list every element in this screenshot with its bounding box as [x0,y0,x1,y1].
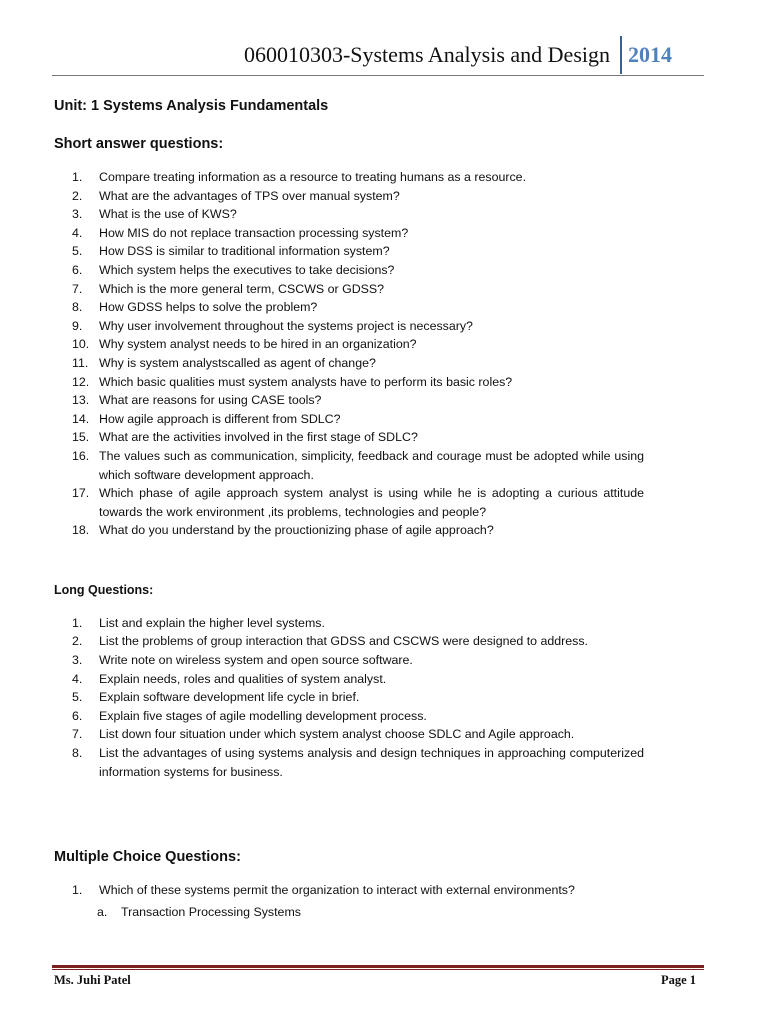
question-item [54,354,644,373]
question-text: List the advantages of using systems analysis and design techniques in approaching computerized information systems for business. [99,746,644,779]
question-item [54,670,644,689]
question-item [54,391,644,410]
mcq-option-letter: a. [97,904,108,919]
question-item [54,224,644,243]
short-questions-heading: Short answer questions: [54,136,224,152]
question-text: Which basic qualities must system analysts have to perform its basic roles? [99,374,513,389]
course-title: 060010303-Systems Analysis and Design [243,42,610,67]
question-text: How DSS is similar to traditional information system? [99,244,390,259]
question-text: What are the advantages of TPS over manual system? [99,188,400,203]
question-number: 5. [72,690,83,705]
question-item [54,410,644,429]
question-text: Compare treating information as a resource to treating humans as a resource. [99,170,527,184]
question-number: 18. [72,523,90,538]
question-number: 2. [72,634,83,649]
question-text: Explain five stages of agile modelling development process. [99,708,427,723]
question-text: List the problems of group interaction that GDSS and CSCWS were designed to address. [99,634,588,649]
question-item [54,298,644,317]
question-item [54,447,644,484]
mcq-question [54,881,644,900]
question-text: Write note on wireless system and open source software. [99,653,413,668]
question-text: How MIS do not replace transaction processing system? [99,225,409,240]
question-number: 12. [72,374,90,389]
question-item [54,335,644,354]
question-number: 11. [72,355,89,370]
question-item [54,187,644,206]
question-number: 10. [72,337,90,352]
question-text: The values such as communication, simplicity, feedback and courage must be adopted while using which software development approach. [99,448,644,482]
question-text: Which is the more general term, CSCWS or GDSS? [99,281,385,296]
header-rule [52,75,704,76]
mcq-option-text: Transaction Processing Systems [121,904,301,919]
question-number: 3. [72,207,83,222]
question-item [54,242,644,261]
mcq-question-text: Which of these systems permit the organization to interact with external environments? [99,883,575,898]
question-text: List down four situation under which system analyst choose SDLC and Agile approach. [99,727,575,742]
mcq-heading: Multiple Choice Questions: [54,849,241,866]
question-number: 16. [72,448,90,463]
footer-rule [52,965,704,968]
question-number: 9. [72,318,83,333]
short-questions-list [54,168,644,540]
question-item [54,317,644,336]
question-number: 1. [72,170,83,184]
question-number: 7. [72,281,83,296]
question-text: How GDSS helps to solve the problem? [99,300,318,315]
question-text: Why is system analystscalled as agent of change? [99,355,376,370]
question-text: What do you understand by the prouctionizing phase of agile approach? [99,523,494,538]
footer-author: Ms. Juhi Patel [54,973,131,987]
question-item [54,614,644,633]
question-number: 6. [72,262,83,277]
question-number: 8. [72,746,83,761]
question-number: 7. [72,727,83,742]
question-number: 1. [72,615,83,630]
question-text: Which system helps the executives to take decisions? [99,262,395,277]
question-item [54,261,644,280]
question-item [54,428,644,447]
header-divider [620,36,622,74]
question-item [54,725,644,744]
question-number: 4. [72,225,83,240]
question-number: 17. [72,486,90,501]
question-text: Why user involvement throughout the systems project is necessary? [99,318,473,333]
mcq-option [54,903,644,922]
question-item [54,707,644,726]
question-item [54,651,644,670]
question-item [54,521,644,540]
unit-title: Unit: 1 Systems Analysis Fundamentals [54,98,329,114]
long-questions-heading: Long Questions: [54,582,154,597]
question-item [54,280,644,299]
question-text: Explain needs, roles and qualities of system analyst. [99,671,387,686]
question-text: How agile approach is different from SDLC? [99,411,341,426]
question-text: Explain software development life cycle in brief. [99,690,360,705]
mcq-list [54,881,644,900]
question-text: What are reasons for using CASE tools? [99,393,322,408]
question-item [54,744,644,781]
mcq-question-number: 1. [72,883,83,898]
question-number: 8. [72,300,83,315]
question-number: 2. [72,188,83,203]
header-year: 2014 [628,42,672,67]
footer-rule-thin [52,969,704,970]
question-item [54,168,644,187]
question-text: Why system analyst needs to be hired in an organization? [99,337,417,352]
question-item [54,688,644,707]
question-number: 15. [72,430,90,445]
question-number: 14. [72,411,90,426]
question-item [54,373,644,392]
question-number: 3. [72,653,83,668]
question-number: 6. [72,708,83,723]
question-number: 13. [72,393,90,408]
question-number: 4. [72,671,83,686]
question-text: What is the use of KWS? [99,207,237,222]
question-item [54,205,644,224]
page-header [0,0,768,80]
question-text: Which phase of agile approach system analyst is using while he is adopting a curious attitude towards the work environment ,its problems, technologies and people? [99,486,644,519]
question-text: List and explain the higher level systems. [99,615,325,630]
page-content [54,96,644,921]
question-number: 5. [72,244,83,259]
long-questions-list [54,614,644,781]
question-text: What are the activities involved in the first stage of SDLC? [99,430,418,445]
footer-page-number: Page 1 [660,973,696,987]
question-item [54,632,644,651]
question-item [54,484,644,521]
